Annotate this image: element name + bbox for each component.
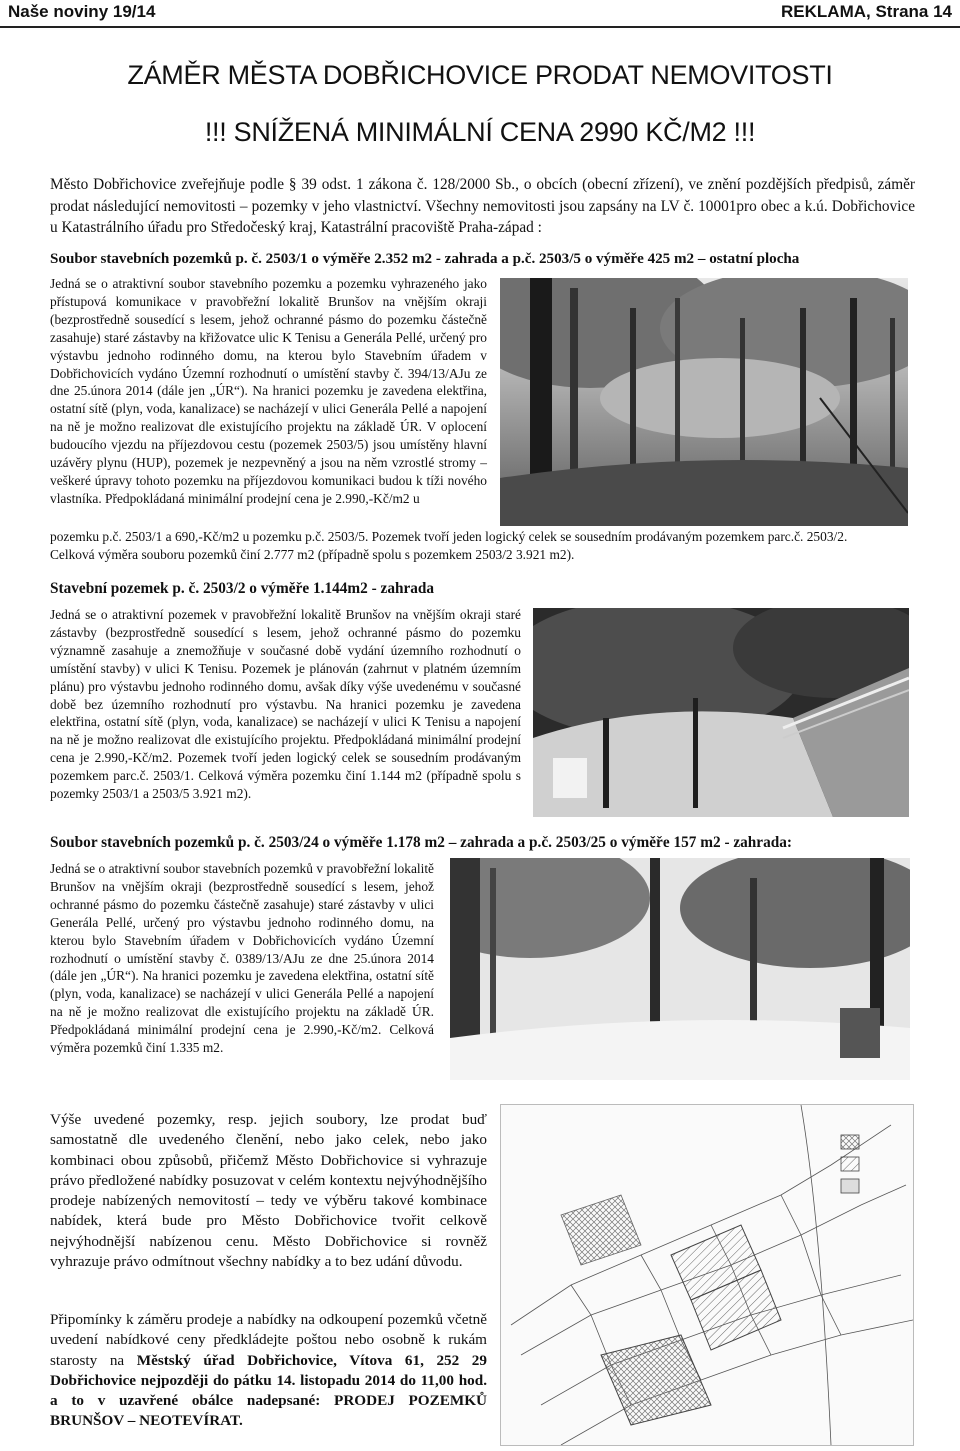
section1-tail-2: Celková výměra souboru pozemků činí 2.777 m2 (případně spolu s pozemkem 2503/2 3.921 m2).: [50, 547, 575, 562]
contact-paragraph: [50, 1310, 487, 1432]
header-left: Naše noviny 19/14: [8, 2, 156, 21]
forest-photo: [500, 278, 908, 526]
section3-heading: Soubor stavebních pozemků p. č. 2503/24 o výměře 1.178 m2 – zahrada a p.č. 2503/25 o výměře 157 m2 - zahrada:: [50, 834, 792, 851]
header-right: REKLAMA, Strana 14: [781, 2, 952, 21]
page-header: [0, 0, 960, 24]
section1-text: Jedná se o atraktivní soubor stavebního pozemku a pozemku vyhrazeného jako přístupová komunikace v pravobřežní lokalitě Brunšov na vnějším okraji (bezprostředně sousedící s lesem, jehož ochranné pásmo do pozemku částečně zasahuje) staré zástavby na křižovatce ulic K Tenisu a Generála Pellé, určený pro výstavbu jednoho rodinného domu, na kterou bylo Stavebním úřadem v Dobřichovicích vydáno Územní rozhodnutí o umístění stavby č. 394/13/AJu ze dne 25.února 2014 (dále jen „ÚR“). Na hranici pozemku je zavedena elektřina, ostatní sítě (plyn, voda, kanalizace) se nacházejí v ulici Generála Pellé a napojení na ně je možno realizovat dle existujícího projektu na základě ÚR. V oplocení budoucího vjezdu na příjezdovou cestu (pozemek 2503/5) jsou umístěny hlavní uzávěry plynu (HUP), pozemek je nezpevněný a jsou na něm vzrostlé stromy – veškeré úpravy tohoto pozemku na příjezdovou komunikaci budou k tíži nového vlastníka. Předpokládaná minimální prodejní cena je 2.990,-Kč/m2 u: [50, 276, 487, 506]
page-title: ZÁMĚR MĚSTA DOBŘICHOVICE PRODAT NEMOVITOSTI: [127, 60, 833, 90]
section2-text: Jedná se o atraktivní pozemek v pravobřežní lokalitě Brunšov na vnějším okraji staré zástavby (bezprostředně sousedící s lesem, jehož ochranné pásmo do pozemku významně zasahuje a znemožňuje v současné době vydání územního rozhodnutí o umístění stavby) v ulici K Tenisu. Pozemek je plánován (zahrnut v platném územním plánu) pro výstavbu jednoho rodinného domu, avšak díky výše uvedenému v současné době bez územního rozhodnutí pro výstavbu. Na hranici pozemku je zavedena elektřina, ostatní sítě (plyn, voda, kanalizace) se nacházejí v ulici K Tenisu a napojení na ně je možno realizovat dle existujícího projektu. Předpokládaná minimální prodejní cena je 2.990,-Kč/m2. Pozemek tvoří jeden logický celek se sousedním prodávaným pozemkem parc.č. 2503/1. Celková výměra pozemku činí 1.144 m2 (případně spolu s pozemky 2503/1 a 2503/5 3.921 m2).: [50, 607, 521, 802]
intro-paragraph: Město Dobřichovice zveřejňuje podle § 39 odst. 1 zákona č. 128/2000 Sb., o obcích (obecní zřízení), ve znění pozdějších předpisů, záměr prodat následující nemovitosti – pozemky v jeho vlastnictví. Všechny nemovitosti jsou zapsány na LV č. 10001pro obec a k.ú. Dobřichovice u Katastrálního úřadu pro Středočeský kraj, Katastrální pracoviště Praha-západ :: [50, 176, 915, 236]
garden-photo: [533, 608, 909, 817]
closing-paragraph: Výše uvedené pozemky, resp. jejich soubory, lze prodat buď samostatně dle uvedeného členění, nebo jako celek, nebo jako kombinaci obou způsobů, přičemž Město Dobřichovice si vyhrazuje právo předložené nabídky posuzovat v celém kontextu nejvýhodnějšího prodeje nabízených nemovitostí – tedy ve výběru takové kombinace nabídek, která bude pro Město Dobřichovice tvořit celkově nejvýhodnější nabízenou cenu. Město Dobřichovice si rovněž vyhrazuje právo odmítnout všechny nabídky a to bez udání důvodu.: [50, 1111, 487, 1271]
page-subtitle: !!! SNÍŽENÁ MINIMÁLNÍ CENA 2990 KČ/M2 !!!: [204, 117, 756, 147]
contact-text: Připomínky k záměru prodeje a nabídky na odkoupení pozemků včetně uvedení nabídkové ceny předkládejte poštou nebo osobně k rukám starosty na: [50, 1311, 487, 1369]
cadastral-map: [500, 1104, 914, 1446]
lot-photo: [450, 858, 910, 1080]
header-rule: [0, 26, 960, 28]
section1-heading: Soubor stavebních pozemků p. č. 2503/1 o výměře 2.352 m2 - zahrada a p.č. 2503/5 o výměře 425 m2 – ostatní plocha: [50, 251, 800, 267]
section2-heading: Stavební pozemek p. č. 2503/2 o výměře 1.144m2 - zahrada: [50, 580, 435, 597]
contact-address: Městský úřad Dobřichovice, Vítova 61, 252 29 Dobřichovice nejpozději do pátku 14. listopadu 2014 do 11,00 hod. a to v uzavřené obálce nadepsané: PRODEJ POZEMKŮ BRUNŠOV – NEOTEVÍRAT.: [50, 1351, 487, 1430]
section1-tail-1: pozemku p.č. 2503/1 a 690,-Kč/m2 u pozemku p.č. 2503/5. Pozemek tvoří jeden logický celek se sousedním prodávaným pozemkem parc.č. 2503/2.: [50, 529, 848, 544]
section3-text: Jedná se o atraktivní soubor stavebních pozemků v pravobřežní lokalitě Brunšov na vnějším okraji (bezprostředně sousedící s lesem, jehož ochranné pásmo do pozemku částečně zasahuje) staré zástavby v ulici Generála Pellé, určený pro výstavbu jednoho rodinného domu, na kterou bylo Stavebním úřadem v Dobřichovicích vydáno Územní rozhodnutí o umístění stavby č. 0389/13/AJu ze dne 25.února 2014 (dále jen „ÚR“). Na hranici pozemku je zavedena elektřina, ostatní sítě (plyn, voda, kanalizace) se nacházejí v ulici Generála Pellé a napojení na ně je možno realizovat dle existujícího projektu na základě ÚR. Předpokládaná minimální prodejní cena je 2.990,-Kč/m2. Celková výměra pozemků činí 1.335 m2.: [50, 861, 434, 1056]
